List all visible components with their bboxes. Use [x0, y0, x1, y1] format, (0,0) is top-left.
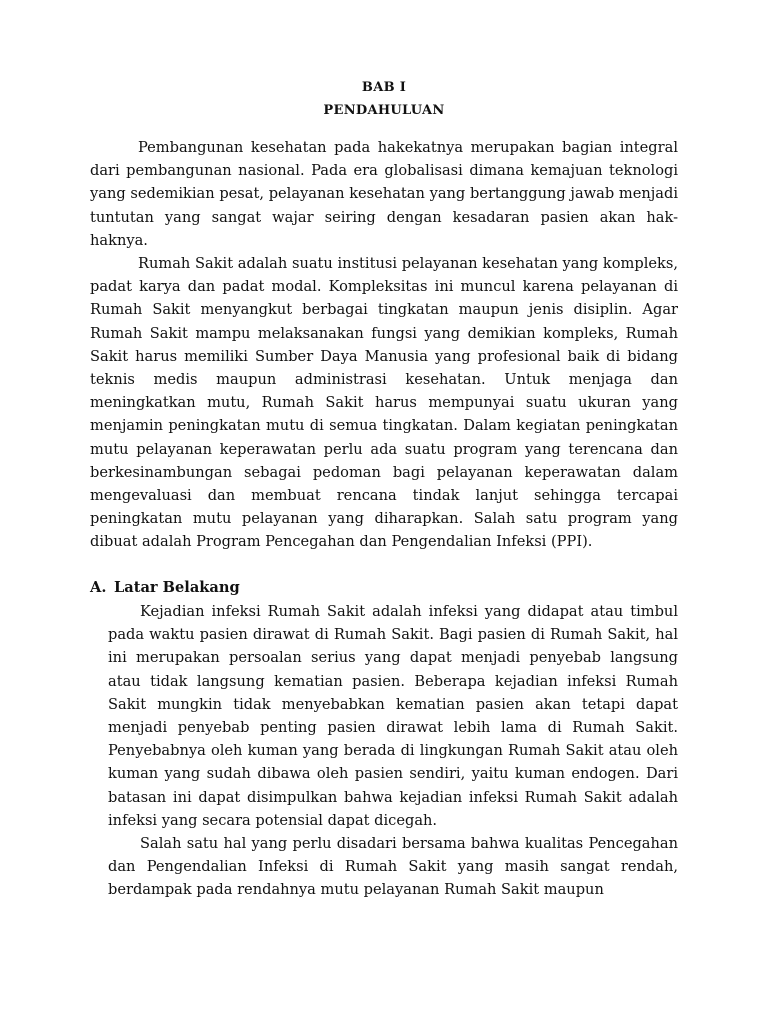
section-title: Latar Belakang — [114, 579, 240, 596]
paragraph-intro-1: Pembangunan kesehatan pada hakekatnya merupakan bagian integral dari pembangunan nasional. Pada era globalisasi dimana kemajuan teknologi yang sedemikian pesat, pelayanan kesehatan yang bertanggung jawab menjadi tuntutan yang sangat wajar seiring dengan kesadaran pasien akan hak-haknya. — [90, 139, 678, 249]
section-letter: A. — [90, 579, 107, 596]
paragraph-section-2: Salah satu hal yang perlu disadari bersama bahwa kualitas Pencegahan dan Pengendalian Infeksi di Rumah Sakit yang masih sangat rendah, berdampak pada rendahnya mutu pelayanan Rumah Sakit maupun — [108, 835, 678, 899]
section-heading — [90, 576, 240, 599]
paragraph-section-1: Kejadian infeksi Rumah Sakit adalah infeksi yang didapat atau timbul pada waktu pasien dirawat di Rumah Sakit. Bagi pasien di Rumah Sakit, hal ini merupakan persoalan serius yang dapat menjadi penyebab langsung atau tidak langsung kematian pasien. Beberapa kejadian infeksi Rumah Sakit mungkin tidak menyebabkan kematian pasien akan tetapi dapat menjadi penyebab penting pasien dirawat lebih lama di Rumah Sakit. Penyebabnya oleh kuman yang berada di lingkungan Rumah Sakit atau oleh kuman yang sudah dibawa oleh pasien sendiri, yaitu kuman endogen. Dari batasan ini dapat disimpulkan bahwa kejadian infeksi Rumah Sakit adalah infeksi yang secara potensial dapat dicegah. — [108, 603, 678, 829]
paragraph-intro-2: Rumah Sakit adalah suatu institusi pelayanan kesehatan yang kompleks, padat karya dan padat modal. Kompleksitas ini muncul karena pelayanan di Rumah Sakit menyangkut berbagai tingkatan maupun jenis disiplin. Agar Rumah Sakit mampu melaksanakan fungsi yang demikian kompleks, Rumah Sakit harus memiliki Sumber Daya Manusia yang profesional baik di bidang teknis medis maupun administrasi kesehatan. Untuk menjaga dan meningkatkan mutu, Rumah Sakit harus mempunyai suatu ukuran yang menjamin peningkatan mutu di semua tingkatan. Dalam kegiatan peningkatan mutu pelayanan keperawatan perlu ada suatu program yang terencana dan berkesinambungan sebagai pedoman bagi pelayanan keperawatan dalam mengevaluasi dan membuat rencana tindak lanjut sehingga tercapai peningkatan mutu pelayanan yang diharapkan. Salah satu program yang dibuat adalah Program Pencegahan dan Pengendalian Infeksi (PPI). — [90, 255, 678, 551]
chapter-title: PENDAHULUAN — [323, 103, 445, 118]
chapter-number: BAB I — [361, 80, 407, 95]
